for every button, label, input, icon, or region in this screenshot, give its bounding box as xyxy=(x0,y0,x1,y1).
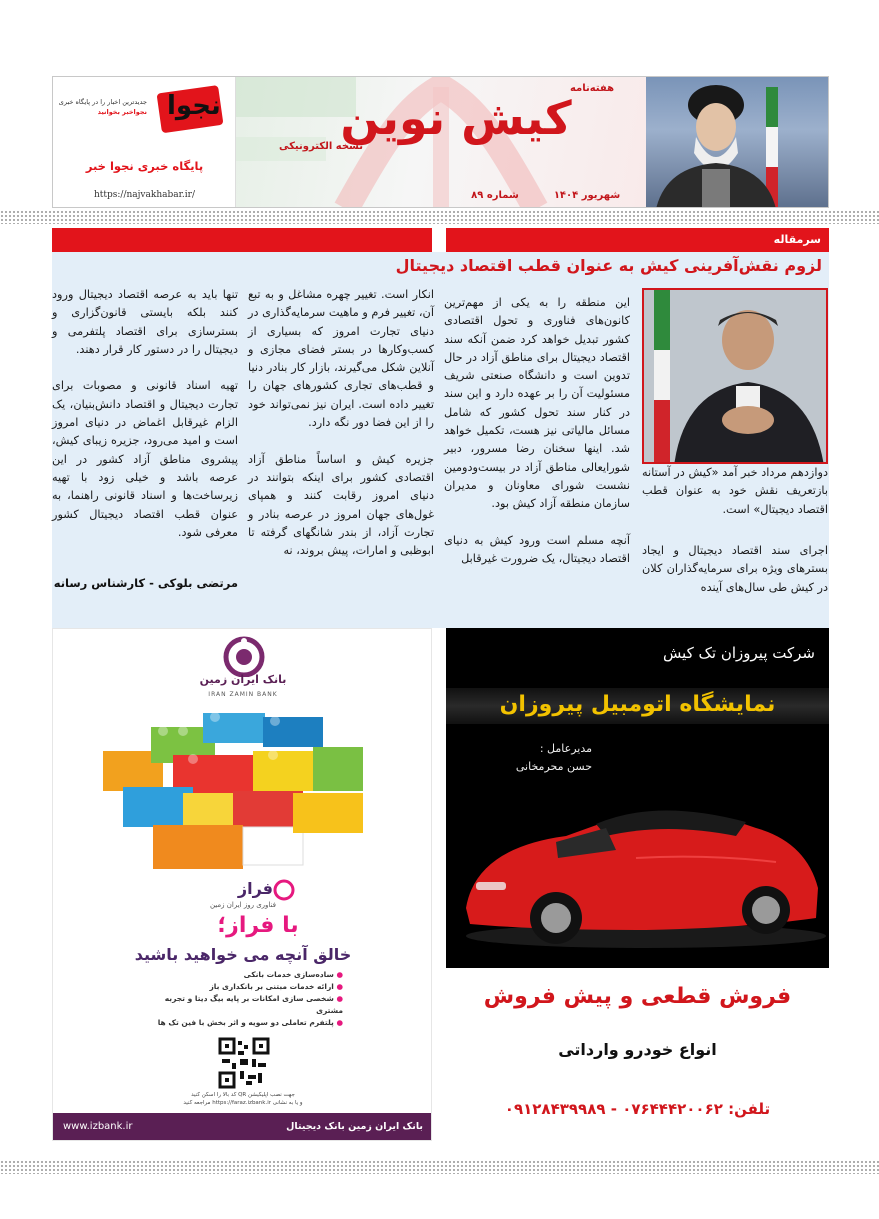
manager-name: حسن محرمخانی xyxy=(515,760,592,773)
feature-item: ● شخصی سازی امکانات بر پایه بیگ دیتا و تجربه مشتری xyxy=(164,994,343,1015)
iran-zamin-bank-ad[interactable] xyxy=(52,628,432,1141)
bank-name-en: IRAN ZAMIN BANK xyxy=(208,691,278,698)
car-ad-title-bar xyxy=(446,688,829,724)
feature-item: ● ارائه خدمات مبتنی بر بانکداری باز xyxy=(209,982,343,991)
faraz-subtitle: فناوری روز ایران زمین xyxy=(209,901,277,909)
faraz-slogan-1: با فراز؛ xyxy=(217,913,299,938)
car-ad-title: نمایشگاه اتومبیل پیروزان xyxy=(499,692,776,717)
issue-number: شماره ۸۹ xyxy=(471,190,519,201)
faraz-logo-icon xyxy=(273,879,295,901)
red-bar-left xyxy=(52,228,432,252)
car-ad-types-text: انواع خودرو وارداتی xyxy=(558,1040,717,1059)
najva-logo-text: نجوا xyxy=(167,91,221,121)
leader-photo xyxy=(646,77,829,208)
title-band xyxy=(236,77,646,208)
manager-label: مدیرعامل : xyxy=(539,742,592,755)
newspaper-title: کیش نوین xyxy=(340,91,572,145)
article-column-1-top: دوازدهم مرداد خبر آمد «کیش در آستانه بازتعریف نقش خود به عنوان قطب اقتصاد دیجیتال» است. xyxy=(642,466,828,516)
article-author: مرتضی بلوکی - کارشناس رسانه xyxy=(53,576,238,590)
car-ad-phone[interactable]: تلفن: ۰۷۶۴۴۴۲۰۰۶۲ - ۰۹۱۲۸۴۳۹۹۸۹ xyxy=(504,1100,771,1118)
bank-footer-bar xyxy=(53,1113,432,1141)
section-bar xyxy=(446,228,829,252)
red-sports-car-image xyxy=(446,778,829,958)
najva-tagline xyxy=(55,97,147,117)
feature-item: ● سادەسازی خدمات بانکی xyxy=(243,970,343,979)
najva-news-ad[interactable] xyxy=(53,77,236,208)
najva-url[interactable]: https://najvakhabar.ir/ xyxy=(93,190,196,200)
bank-logo-icon xyxy=(218,635,270,677)
article-headline: لزوم نقش‌آفرینی کیش به عنوان قطب اقتصاد دیجیتال xyxy=(395,256,822,275)
dotted-divider-top xyxy=(0,210,879,224)
najva-logo xyxy=(153,83,229,135)
qr-code-icon[interactable] xyxy=(218,1037,270,1089)
bank-name-fa: بانک ایران زمین xyxy=(199,673,287,686)
faraz-feature-list xyxy=(143,969,343,1029)
article-column-2: این منطقه را به یکی از مهم‌ترین کانون‌های فناوری و تحول اقتصادی کشور تبدیل خواهد کرد ضمن آنکه سند اقتصاد دیجیتال برای مناطق آزاد در حال تدوین است و دانشگاه صنعتی شریف مسئولیت آن را بر عهده دارد و این سند در کنار سند تحول کشور که شامل مسائل مالیاتی نیز هست، تکمیل خواهد شد. اینها سخنان رضا مسرور، دبیر شورایعالی مناطق آزاد در بیست‌ودومین نشست شورای معاونان و مدیران سازمان منطقه آزاد کیش بود. آنچه مسلم است ورود کیش به دنیای اقتصاد دیجیتال، یک ضرورت غیرقابل xyxy=(444,296,630,566)
weekly-label: هفته‌نامه xyxy=(569,83,615,94)
feature-item: ● پلتفرم تعاملی دو سویه و اثر بخش با فین تک ها xyxy=(157,1018,343,1027)
qr-note-line1: جهت نصب اپلیکیشن QR کد بالا را اسکن کنید xyxy=(191,1092,295,1098)
qr-note-line2: و یا به نشانی https://faraz.izbank.ir مراجعه کنید xyxy=(183,1100,303,1106)
najva-site-name: پایگاه خبری نجوا خبر xyxy=(85,159,204,173)
masthead xyxy=(52,76,829,208)
author-photo xyxy=(642,288,828,464)
najva-tagline-line1: جدیدترین اخبار را در پایگاه خبری xyxy=(58,98,147,106)
bank-url[interactable]: www.izbank.ir xyxy=(63,1121,133,1132)
lego-blocks-illustration xyxy=(93,707,393,875)
article-column-1-bottom: اجرای سند اقتصاد دیجیتال و ایجاد بسترهای ویژه برای سرمایه‌گذاران کلان در کیش طی سال‌های آینده xyxy=(642,544,828,594)
article-column-4: تنها باید به عرصه اقتصاد دیجیتال ورود کنند بلکه بایستی قانون‌گزاری و بسترسازی برای اقتصاد پلتفرمی و دیجیتال را در دستور کار قرار دهند. تهیه اسناد قانونی و مصوبات برای تجارت دیجیتال و اقتصاد دانش‌بنیان، یک الزام غیرقابل اغماض در دنیای امروز است و امید می‌رود، جزیره زیبای کیش، پیشروی مناطق آزاد کشور در این عرصه باشد و خیلی زود با تهیه زیرساخت‌ها و اسناد قانونی راهنما، به عنوان قطب اقتصاد دیجیتال کشور معرفی شود. xyxy=(52,288,238,539)
faraz-logo-text: فراز xyxy=(237,879,273,898)
najva-tagline-line2: نجواخبر بخوانید xyxy=(97,108,147,116)
editorial-article xyxy=(52,252,829,628)
pirouzan-car-ad[interactable] xyxy=(446,628,829,1141)
section-label: سرمقاله xyxy=(773,233,821,246)
bank-footer-text: بانک ایران زمین بانک دیجیتال xyxy=(286,1121,423,1132)
car-ad-company: شرکت پیروزان تک کیش xyxy=(662,644,815,662)
edition-subtitle: نسخه الکترونیکی xyxy=(279,141,363,152)
dotted-divider-bottom xyxy=(0,1160,879,1174)
issue-date: شهریور ۱۴۰۴ xyxy=(553,190,621,201)
faraz-slogan-2: خالق آنچه می خواهید باشید xyxy=(134,945,352,964)
qr-note xyxy=(153,1091,333,1107)
car-ad-sale-text: فروش قطعی و پیش فروش xyxy=(483,984,792,1009)
article-column-3: انکار است. تغییر چهره مشاغل و به تبع آن، تغییر فرم و ماهیت سرمایه‌گذاری در دنیای تجارت امروز که بسیاری از کسب‌وکارها در بستر فضای مجازی و آنلاین شکل می‌گیرند، بازار کار بنادر دنیا و قطب‌های تجاری کشورهای جهان را تغییر داده است. ایران نیز نمی‌تواند خود را از این فضا دور نگه دارد. جزیره کیش و اساساً مناطق آزاد اقتصادی کشور برای اینکه بتوانند در دنیای امروز رقابت کنند و همپای غول‌های جهان امروز در عرصه بنادر و تجارت آزاد، از بندر شانگهای گرفته تا ابوظبی و امارات، پیش بروند، نه xyxy=(248,288,434,558)
